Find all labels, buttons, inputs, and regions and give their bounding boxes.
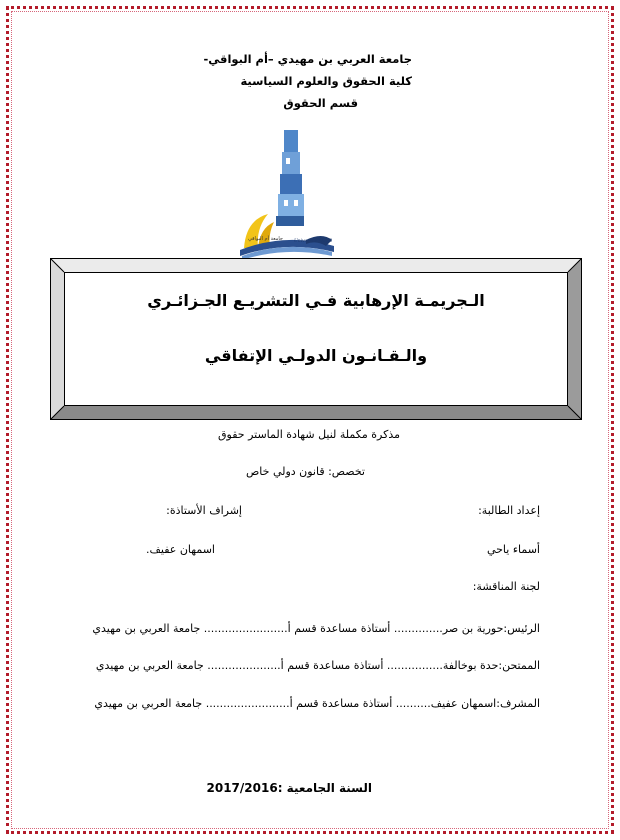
thesis-title-line2: والـقـانـون الدولـي الإتفاقي <box>204 346 428 365</box>
thesis-title-line1: الـجريمـة الإرهابية فـي التشريـع الجـزائـري <box>147 291 485 310</box>
supervisor-label: إشراف الأستاذة: <box>166 504 242 517</box>
university-logo-icon <box>236 128 336 268</box>
academic-year: السنة الجامعية :2017/2016 <box>206 781 372 795</box>
supervisor-name: اسمهان عفيف. <box>146 543 215 556</box>
memo-description: مذكرة مكملة لنيل شهادة الماستر حقوق <box>217 428 400 441</box>
department-name: قسم الحقوق <box>283 96 358 110</box>
student-label: إعداد الطالبة: <box>478 504 540 517</box>
logo-arabic-text: جامعة أم البواقي <box>248 236 283 242</box>
committee-member-supervisor: المشرف:اسمهان عفيف.......... أستاذة مساعدة قسم أ........................ جامعة العربي بن مهيدي <box>94 697 540 710</box>
faculty-name: كلية الحقوق والعلوم السياسية <box>240 74 412 88</box>
title-frame <box>50 258 582 420</box>
committee-member-president: الرئيس:حورية بن صر.............. أستاذة مساعدة قسم أ........................ جامعة العربي بن مهيدي <box>92 622 540 635</box>
university-name: جامعة العربي بن مهيدي –أم البواقي- <box>203 52 412 66</box>
logo-script-text: Université O.E.B <box>294 239 333 244</box>
specialty: تخصص: قانون دولي خاص <box>246 465 365 478</box>
committee-member-examiner: الممتحن:حدة بوخالفة................ أستاذة مساعدة قسم أ..................... جامعة العربي بن مهيدي <box>95 659 540 672</box>
committee-label: لجنة المناقشة: <box>472 580 540 593</box>
student-name: أسماء ياحي <box>486 543 540 556</box>
